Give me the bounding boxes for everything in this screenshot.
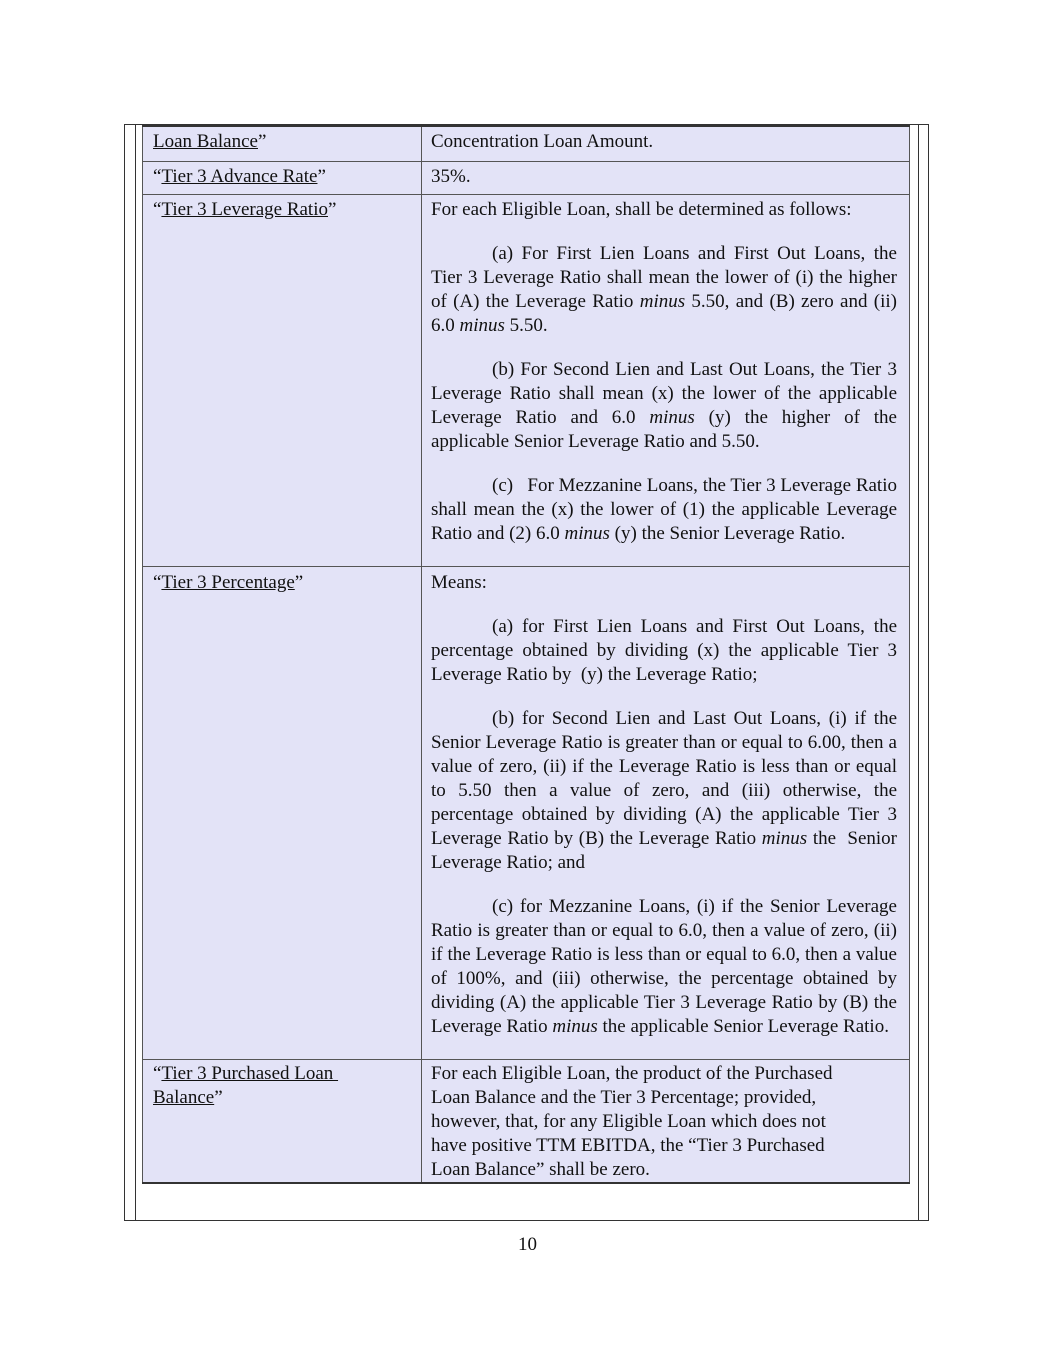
definition-cell: 35%.: [422, 162, 910, 195]
definitions-table: [142, 125, 910, 1184]
definition-cell: [422, 1060, 910, 1184]
definition-line: have positive TTM EBITDA, the “Tier 3 Purchased: [431, 1135, 825, 1156]
defined-term: Tier 3 Leverage Ratio: [161, 199, 328, 220]
definition-line: Loan Balance and the Tier 3 Percentage; provided,: [431, 1087, 817, 1108]
definition-intro: Means:: [431, 572, 487, 593]
table-right-border: [918, 124, 919, 1221]
definition-item: (b) for Second Lien and Last Out Loans, (i) if the Senior Leverage Ratio is greater than or equal to 6.00, then a value of zero, (ii) if the Leverage Ratio is less than or equal to 5.50 then a value of zero, and (iii) otherwise, the percentage obtained by dividing (A) the applicable Tier 3 Leverage Ratio by (B) the Leverage Ratio minus the Senior Leverage Ratio; and: [431, 708, 902, 873]
definition-cell: [422, 567, 910, 1060]
definition-line: however, that, for any Eligible Loan which does not: [431, 1111, 826, 1132]
defined-term: Tier 3 Advance Rate: [161, 166, 318, 187]
definition-item: (a) for First Lien Loans and First Out Loans, the percentage obtained by dividing (x) the applicable Tier 3 Leverage Ratio by (y) the Leverage Ratio;: [431, 616, 902, 685]
term-cell: “Tier 3 Percentage”: [143, 567, 422, 1060]
term-cell: Loan Balance”: [143, 126, 422, 162]
definition-item: (a) For First Lien Loans and First Out Loans, the Tier 3 Leverage Ratio shall mean the lower of (i) the higher of (A) the Leverage Ratio minus 5.50, and (B) zero and (ii) 6.0 minus 5.50.: [431, 243, 897, 336]
term-cell: “Tier 3 Purchased Loan Balance”: [143, 1060, 422, 1184]
term-cell: “Tier 3 Leverage Ratio”: [143, 195, 422, 567]
definition-item: (c) for Mezzanine Loans, (i) if the Senior Leverage Ratio is greater than or equal to 6.0, then a value of zero, (ii) if the Leverage Ratio is less than or equal to 6.0, then a value of 100%, and (iii) otherwise, the percentage obtained by dividing (A) the applicable Tier 3 Leverage Ratio by (B) the Leverage Ratio minus the applicable Senior Leverage Ratio.: [431, 896, 897, 1037]
definition-cell: [422, 195, 910, 567]
definition-intro: For each Eligible Loan, shall be determined as follows:: [431, 199, 852, 220]
defined-term: Loan Balance: [153, 131, 258, 152]
table-row: [143, 1060, 910, 1184]
definition-line: For each Eligible Loan, the product of the Purchased: [431, 1063, 833, 1084]
definition-line: Loan Balance” shall be zero.: [431, 1159, 650, 1180]
defined-term: Tier 3 Percentage: [161, 572, 295, 593]
table-left-border: [135, 124, 136, 1221]
definition-item: (b) For Second Lien and Last Out Loans, the Tier 3 Leverage Ratio shall mean (x) the lower of the applicable Leverage Ratio and 6.0 minus (y) the higher of the applicable Senior Leverage Ratio and 5.50.: [431, 359, 897, 452]
table-row: [143, 126, 910, 162]
page-number: 10: [518, 1234, 537, 1255]
defined-term: Balance: [153, 1087, 215, 1108]
definition-item: (c) For Mezzanine Loans, the Tier 3 Leverage Ratio shall mean the (x) the lower of (1) the applicable Leverage Ratio and (2) 6.0 minus (y) the Senior Leverage Ratio.: [431, 475, 902, 544]
term-cell: “Tier 3 Advance Rate”: [143, 162, 422, 195]
table-row: [143, 567, 910, 1060]
defined-term: Tier 3 Purchased Loan: [161, 1063, 339, 1084]
table-row: [143, 195, 910, 567]
definition-cell: Concentration Loan Amount.: [422, 126, 910, 162]
table-row: [143, 162, 910, 195]
